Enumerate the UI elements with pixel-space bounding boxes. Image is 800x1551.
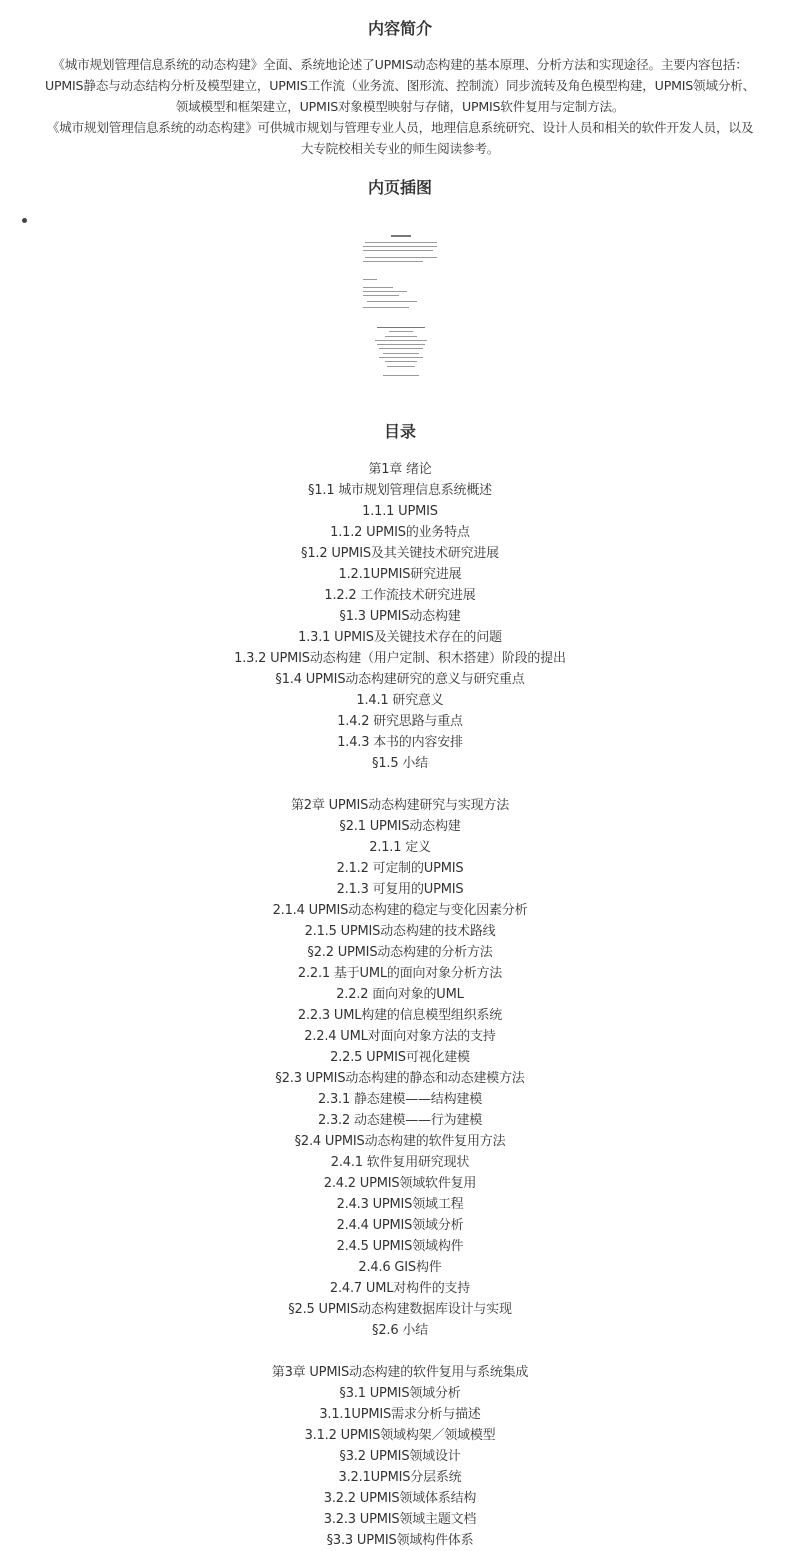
toc-item: 2.4.6 GIS构件 (358, 1260, 442, 1275)
toc-item: 2.2.3 UML构建的信息模型组织系统 (297, 1008, 503, 1023)
toc-spacer (0, 774, 800, 795)
toc-heading: 目录 (383, 422, 416, 441)
bullet-icon (22, 218, 27, 223)
toc-item: 2.1.2 可定制的UPMIS (336, 861, 464, 876)
toc-item: 1.3.2 UPMIS动态构建（用户定制、积木搭建）阶段的提出 (234, 651, 566, 666)
toc-item: 2.2.4 UML对面向对象方法的支持 (304, 1029, 496, 1044)
toc-item: §1.2 UPMIS及其关键技术研究进展 (301, 546, 499, 561)
toc-item: 1.1.2 UPMIS的业务特点 (330, 525, 470, 540)
toc-item: 2.1.3 可复用的UPMIS (336, 882, 464, 897)
toc-item: §2.3 UPMIS动态构建的静态和动态建模方法 (275, 1071, 525, 1086)
toc-item: 2.4.1 软件复用研究现状 (330, 1155, 470, 1170)
toc-item: 2.1.1 定义 (369, 840, 431, 855)
intro-line: 大专院校相关专业的师生阅读参考。 (300, 141, 500, 156)
toc-item: §1.3 UPMIS动态构建 (339, 609, 461, 624)
intro-heading: 内容简介 (367, 19, 432, 38)
toc-item: 1.2.2 工作流技术研究进展 (324, 588, 476, 603)
toc-item: 2.2.2 面向对象的UML (336, 987, 464, 1002)
intro-line: 《城市规划管理信息系统的动态构建》全面、系统地论述了UPMIS动态构建的基本原理、分析方法和实现途径。主要内容包括： (52, 57, 748, 72)
toc-item: §1.5 小结 (372, 756, 428, 771)
toc-item: 3.1.1UPMIS需求分析与描述 (319, 1407, 481, 1422)
toc-item: 第3章 UPMIS动态构建的软件复用与系统集成 (271, 1365, 529, 1380)
toc-item: 2.1.4 UPMIS动态构建的稳定与变化因素分析 (272, 903, 528, 918)
toc-item: §2.6 小结 (372, 1323, 428, 1338)
toc-item: 3.1.2 UPMIS领域构架／领域模型 (304, 1428, 496, 1443)
toc-item: 1.4.1 研究意义 (356, 693, 444, 708)
toc-item: 3.2.3 UPMIS领域主题文档 (323, 1512, 477, 1527)
toc-item: 第2章 UPMIS动态构建研究与实现方法 (290, 798, 510, 813)
intro-line: UPMIS静态与动态结构分析及模型建立，UPMIS工作流（业务流、图形流、控制流）同步流转及角色模型构建，UPMIS领域分析、 (44, 78, 756, 93)
toc-item: 1.4.3 本书的内容安排 (337, 735, 463, 750)
toc-item: 1.2.1UPMIS研究进展 (338, 567, 462, 582)
toc-item: 3.2.2 UPMIS领域体系结构 (323, 1491, 477, 1506)
intro-line: 领域模型和框架建立，UPMIS对象模型映射与存储，UPMIS软件复用与定制方法。 (175, 99, 625, 114)
toc-spacer (0, 1341, 800, 1362)
toc-item: §3.3 UPMIS领域构件体系 (326, 1533, 474, 1548)
toc-item: §3.2 UPMIS领域设计 (339, 1449, 461, 1464)
toc-item: 1.3.1 UPMIS及关键技术存在的问题 (298, 630, 502, 645)
toc-item: 2.4.3 UPMIS领域工程 (336, 1197, 464, 1212)
inner-page-thumbnail[interactable] (361, 229, 441, 389)
toc-item: 2.1.5 UPMIS动态构建的技术路线 (304, 924, 496, 939)
toc-item: 2.4.2 UPMIS领域软件复用 (323, 1176, 477, 1191)
toc-item: §2.2 UPMIS动态构建的分析方法 (307, 945, 493, 960)
toc-item: 2.3.1 静态建模——结构建模 (317, 1092, 482, 1107)
toc-item: §2.4 UPMIS动态构建的软件复用方法 (294, 1134, 506, 1149)
illustration-heading: 内页插图 (367, 178, 432, 197)
toc-item: 2.3.2 动态建模——行为建模 (317, 1113, 482, 1128)
illustration-list (0, 205, 800, 401)
toc-item: 2.4.7 UML对构件的支持 (329, 1281, 471, 1296)
toc-item: 2.4.5 UPMIS领域构件 (336, 1239, 464, 1254)
toc-item: 2.2.5 UPMIS可视化建模 (330, 1050, 470, 1065)
toc-item: 1.4.2 研究思路与重点 (337, 714, 463, 729)
toc-item: §2.5 UPMIS动态构建数据库设计与实现 (288, 1302, 512, 1317)
intro-text (0, 54, 800, 159)
toc-item: 2.4.4 UPMIS领域分析 (336, 1218, 464, 1233)
toc-item: 1.1.1 UPMIS (362, 504, 438, 519)
toc-item: 2.2.1 基于UML的面向对象分析方法 (297, 966, 503, 981)
toc-item: §1.4 UPMIS动态构建研究的意义与研究重点 (275, 672, 525, 687)
toc-item: §2.1 UPMIS动态构建 (339, 819, 461, 834)
toc-item: §3.1 UPMIS领域分析 (339, 1386, 461, 1401)
toc-item: §1.1 城市规划管理信息系统概述 (308, 483, 492, 498)
intro-line: 《城市规划管理信息系统的动态构建》可供城市规划与管理专业人员，地理信息系统研究、设计人员和相关的软件开发人员，以及 (46, 120, 754, 135)
toc-item: 第1章 绪论 (368, 462, 432, 477)
toc-item: 3.2.1UPMIS分层系统 (338, 1470, 462, 1485)
table-of-contents (0, 459, 800, 1551)
